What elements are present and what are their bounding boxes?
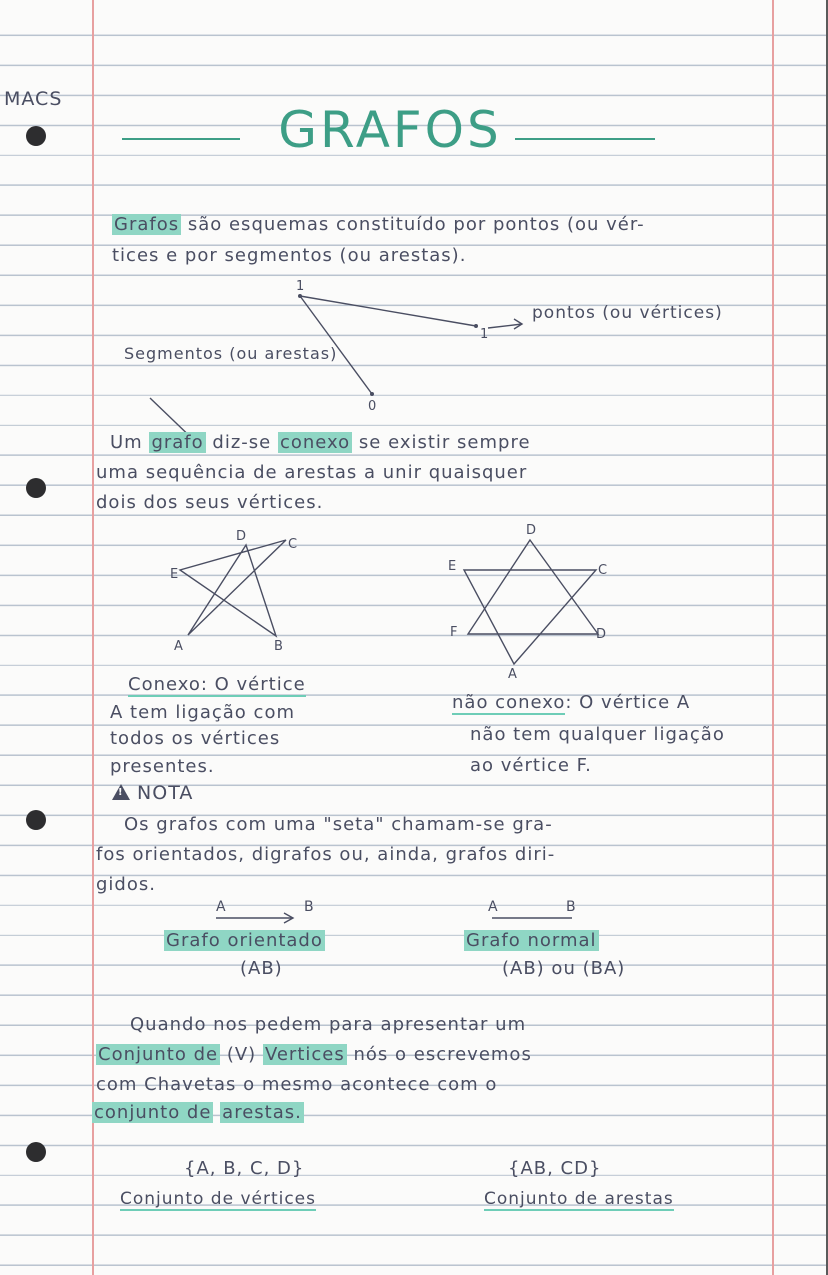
- term-conexo: conexo: [279, 432, 351, 453]
- normal-label-A: A: [488, 899, 498, 915]
- normal-notation: (AB) ou (BA): [502, 958, 626, 979]
- connected-line-3: dois dos seus vértices.: [96, 492, 324, 513]
- label-F: F: [450, 625, 458, 640]
- sets-line-3: com Chavetas o mesmo acontece com o: [96, 1074, 498, 1095]
- mark-mid: 1: [480, 327, 489, 342]
- oriented-graph-label: Grafo orientado: [166, 930, 323, 951]
- connected-line-1: Um grafo diz-se conexo se existir sempre: [110, 432, 531, 453]
- page-title: GRAFOS: [278, 101, 502, 159]
- caption-connected-4: presentes.: [110, 756, 215, 777]
- label-D-right: D: [596, 627, 607, 642]
- sets-line-4: conjunto de arestas.: [94, 1102, 302, 1123]
- note-line-1: Os grafos com uma "seta" chamam-se gra-: [124, 814, 553, 835]
- sets-line-2: Conjunto de (V) Vertices nós o escrevemos: [98, 1044, 532, 1065]
- definition-text: são esquemas constituído por pontos (ou vér-: [187, 214, 645, 235]
- caption-notconnected-1: não conexo: O vértice A: [452, 692, 691, 713]
- term-grafos: Grafos: [114, 214, 180, 235]
- caption-notconnected-2: não tem qualquer ligação: [470, 724, 725, 745]
- graph-connected-edges: [180, 540, 286, 636]
- vertex-set-value: {A, B, C, D}: [184, 1158, 305, 1179]
- segment-edge: [300, 296, 476, 326]
- label-A-bottom: A: [508, 667, 517, 682]
- label-C-right: C: [598, 563, 608, 578]
- vertex-point: [370, 392, 374, 396]
- caption-connected-3: todos os vértices: [110, 728, 281, 749]
- note-line-2: fos orientados, digrafos ou, ainda, grafos diri-: [96, 844, 556, 865]
- note-line-3: gidos.: [96, 874, 156, 895]
- mark-top: 1: [296, 279, 305, 294]
- label-C: C: [288, 537, 298, 552]
- oriented-label-B: B: [304, 899, 314, 915]
- connected-line-2: uma sequência de arestas a unir quaisquer: [96, 462, 528, 483]
- normal-label-B: B: [566, 899, 576, 915]
- mark-bottom: 0: [368, 399, 377, 414]
- note-heading: ! NOTA: [112, 782, 193, 804]
- sets-line-1: Quando nos pedem para apresentar um: [130, 1014, 527, 1035]
- label-E: E: [170, 567, 179, 582]
- caption-connected-1: Conexo: O vértice: [128, 674, 306, 695]
- warning-icon: !: [112, 784, 130, 800]
- edge-set-label: Conjunto de arestas: [484, 1189, 674, 1209]
- label-D: D: [236, 529, 247, 544]
- points-label: pontos (ou vértices): [532, 303, 723, 323]
- label-E-left: E: [448, 559, 457, 574]
- normal-graph-label: Grafo normal: [466, 930, 597, 951]
- label-B: B: [274, 639, 283, 654]
- subject-label: MACS: [4, 88, 63, 110]
- graph-triangle-down: [464, 570, 596, 664]
- caption-connected-2: A tem ligação com: [110, 702, 295, 723]
- vertex-set-label: Conjunto de vértices: [120, 1189, 317, 1209]
- edge-set-value: {AB, CD}: [508, 1158, 602, 1179]
- label-A: A: [174, 639, 183, 654]
- caption-notconnected-3: ao vértice F.: [470, 755, 592, 776]
- segments-label: Segmentos (ou arestas): [124, 344, 338, 363]
- definition-line-2: tices e por segmentos (ou arestas).: [112, 245, 467, 266]
- label-D-top: D: [526, 523, 537, 538]
- oriented-label-A: A: [216, 899, 226, 915]
- vertex-point: [298, 294, 302, 298]
- graph-triangle-up: [468, 540, 598, 634]
- oriented-notation: (AB): [240, 958, 283, 979]
- vertex-point: [474, 324, 478, 328]
- term-grafo: grafo: [151, 432, 204, 453]
